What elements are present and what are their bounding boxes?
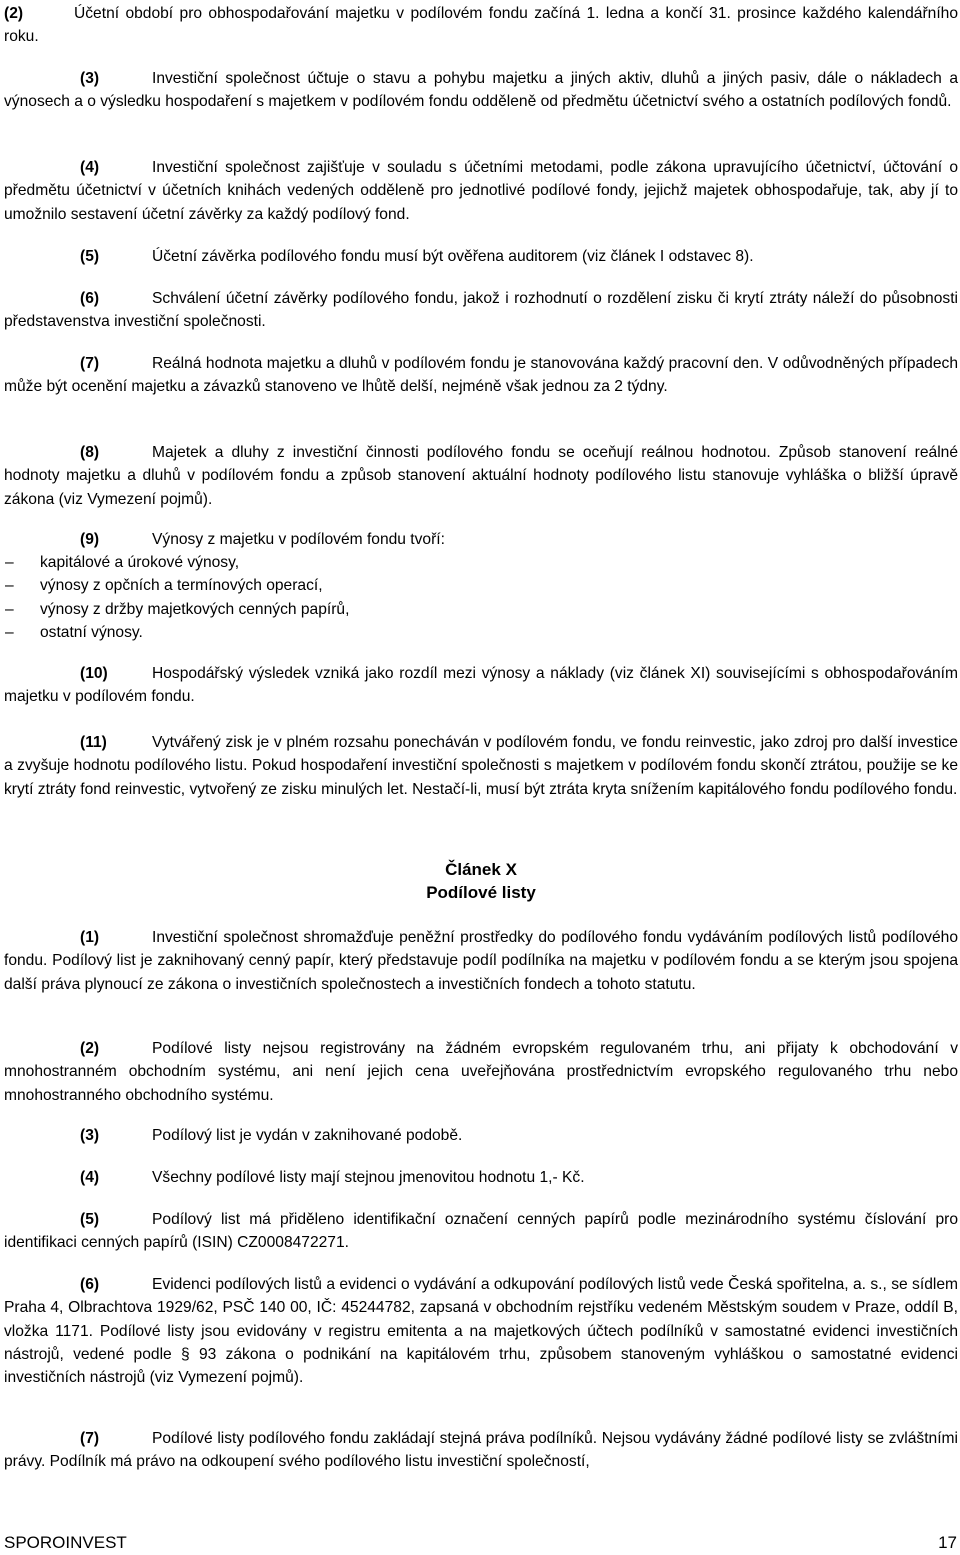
- paragraph-text: Reálná hodnota majetku a dluhů v podílovém fondu je stanovována každý pracovní den. V odůvodněných případech může být ocenění majetku a závazků stanoveno ve lhůtě delší, nejméně však jednou za 2 týdny.: [4, 355, 958, 396]
- paragraph-text: Investiční společnost účtuje o stavu a pohybu majetku a jiných aktiv, dluhů a jiných pasiv, dále o nákladech a výnosech a o výsledku hospodaření s majetkem v podílovém fondu odděleně od předmětu účetnictví svého a ostatních podílových fondů.: [4, 70, 958, 111]
- paragraph-11: [4, 731, 958, 801]
- paragraph-number: (4): [80, 1169, 100, 1186]
- paragraph-number: (8): [80, 444, 100, 461]
- paragraph-6: [4, 287, 958, 334]
- article-paragraph-1: [4, 926, 958, 996]
- paragraph-9: [4, 528, 958, 551]
- paragraph-7: [4, 352, 958, 399]
- paragraph-number: (7): [80, 1430, 100, 1447]
- article-paragraph-3: [4, 1124, 958, 1147]
- footer-company: SPOROINVEST: [4, 1533, 127, 1552]
- paragraph-2: [4, 2, 958, 49]
- list-item-text: kapitálové a úrokové výnosy,: [40, 554, 240, 571]
- paragraph-text: Schválení účetní závěrky podílového fondu, jakož i rozhodnutí o rozdělení zisku či krytí ztráty náleží do působnosti představenstva investiční společnosti.: [4, 290, 958, 331]
- paragraph-number: (1): [80, 929, 100, 946]
- paragraph-text: Majetek a dluhy z investiční činnosti podílového fondu se oceňují reálnou hodnotou. Způsob stanovení reálné hodnoty majetku a dluhů v podílovém fondu a způsob stanovení aktuální hodnoty podílového listu stanovuje vyhláška o bližší úpravě zákona (viz Vymezení pojmů).: [4, 444, 958, 508]
- list-item: [4, 551, 958, 574]
- paragraph-text: Podílový list je vydán v zaknihované podobě.: [152, 1127, 463, 1144]
- list-item-text: ostatní výnosy.: [40, 623, 143, 641]
- paragraph-4: [4, 156, 958, 226]
- list-item: [4, 574, 958, 597]
- paragraph-number: (11): [80, 734, 107, 751]
- list-item-text: výnosy z držby majetkových cenných papírů,: [40, 600, 350, 618]
- paragraph-8: [4, 441, 958, 511]
- yields-list: [4, 551, 958, 644]
- paragraph-text: Účetní období pro obhospodařování majetku v podílovém fondu začíná 1. ledna a končí 31. prosince každého kalendářního roku.: [4, 5, 958, 46]
- paragraph-text: Podílové listy nejsou registrovány na žádném evropském regulovaném trhu, ani přijaty k obchodování v mnohostranném obchodním systému, ani není jejich cena uveřejňována prostřednictvím evropského regulovaného trhu nebo mnohostranného obchodního systému.: [4, 1040, 958, 1104]
- list-item: [4, 598, 958, 621]
- paragraph-text: Investiční společnost shromažďuje peněžní prostředky do podílového fondu vydáváním podílových listů podílového fondu. Podílový list je zaknihovaný cenný papír, který představuje podíl podílníka na majetku v podílovém fondu a se kterým jsou spojena další práva plynoucí ze zákona o investičních společnostech a investičních fondech a tohoto statutu.: [4, 929, 958, 993]
- paragraph-text: Účetní závěrka podílového fondu musí být ověřena auditorem (viz článek I odstavec 8).: [152, 248, 754, 265]
- paragraph-text: Výnosy z majetku v podílovém fondu tvoří:: [152, 531, 445, 548]
- paragraph-5: [4, 245, 958, 268]
- dash-bullet: –: [5, 623, 14, 641]
- paragraph-number: (2): [80, 1040, 100, 1057]
- paragraph-number: (6): [80, 290, 100, 307]
- paragraph-number: (5): [80, 248, 100, 265]
- article-paragraph-5: [4, 1208, 958, 1255]
- footer-page-number: 17: [938, 1533, 957, 1552]
- paragraph-text: Evidenci podílových listů a evidenci o vydávání a odkupování podílových listů vede Česká spořitelna, a. s., se sídlem Praha 4, Olbrachtova 1929/62, PSČ 140 00, IČ: 45244782, zapsaná v obchodním rejstříku vedeném Městským soudem v Praze, oddíl B, vložka 1171. Podílové listy jsou evidovány v registru emitenta a na majetkových účtech podílníků v samostatné evidenci investičních nástrojů, vedené podle § 93 zákona o podnikání na kapitálovém trhu, způsobem stanoveným vyhláškou o samostatné evidenci investičních nástrojů (viz Vymezení pojmů).: [4, 1276, 958, 1387]
- paragraph-text: Všechny podílové listy mají stejnou jmenovitou hodnotu 1,- Kč.: [152, 1169, 585, 1186]
- paragraph-number: (10): [80, 665, 108, 682]
- paragraph-text: Podílový list má přiděleno identifikační označení cenných papírů podle mezinárodního systému číslování pro identifikaci cenných papírů (ISIN) CZ0008472271.: [4, 1211, 958, 1252]
- paragraph-3: [4, 67, 958, 114]
- paragraph-number: (3): [80, 1127, 100, 1144]
- paragraph-number: (4): [80, 159, 100, 176]
- article-title: Článek X: [445, 860, 517, 879]
- article-subtitle: Podílové listy: [426, 882, 536, 902]
- paragraph-text: Vytvářený zisk je v plném rozsahu ponecháván v podílovém fondu, ve fondu reinvestic, jako zdroj pro další investice a zvyšuje hodnotu podílového listu. Pokud hospodaření investiční společnosti s majetkem v podílovém fondu skončí ztrátou, použije se ke krytí ztráty fond reinvestic, vytvořený ze zisku minulých let. Nestačí-li, musí být ztráta kryta snížením kapitálového fondu podílového fondu.: [4, 734, 958, 798]
- paragraph-number: (2): [4, 5, 24, 22]
- article-paragraph-2: [4, 1037, 958, 1107]
- paragraph-number: (5): [80, 1211, 100, 1228]
- article-paragraph-6: [4, 1273, 958, 1389]
- article-heading: [4, 859, 958, 904]
- paragraph-number: (7): [80, 355, 100, 372]
- paragraph-text: Podílové listy podílového fondu zakládají stejná práva podílníků. Nejsou vydávány žádné podílové listy se zvláštními právy. Podílník má právo na odkoupení svého podílového listu investiční společností,: [4, 1430, 958, 1471]
- paragraph-text: Investiční společnost zajišťuje v souladu s účetními metodami, podle zákona upravujícího účetnictví, účtování o předmětu účetnictví v účetních knihách vedených odděleně pro jednotlivé podílové fondy, jejichž majetek obhospodařuje, tak, aby jí to umožnilo sestavení účetní závěrky za každý podílový fond.: [4, 159, 958, 223]
- dash-bullet: –: [5, 577, 14, 595]
- paragraph-number: (9): [80, 531, 100, 548]
- dash-bullet: –: [5, 600, 14, 618]
- paragraph-text: Hospodářský výsledek vzniká jako rozdíl mezi výnosy a náklady (viz článek XI) souvisejícími s obhospodařováním majetku v podílovém fondu.: [4, 665, 958, 706]
- paragraph-number: (3): [80, 70, 100, 87]
- list-item-text: výnosy z opčních a termínových operací,: [40, 577, 323, 595]
- paragraph-number: (6): [80, 1276, 100, 1293]
- dash-bullet: –: [5, 554, 14, 571]
- page-footer: [4, 1532, 957, 1554]
- article-paragraph-4: [4, 1166, 958, 1189]
- article-paragraph-7: [4, 1427, 958, 1474]
- list-item: [4, 621, 958, 644]
- paragraph-10: [4, 662, 958, 709]
